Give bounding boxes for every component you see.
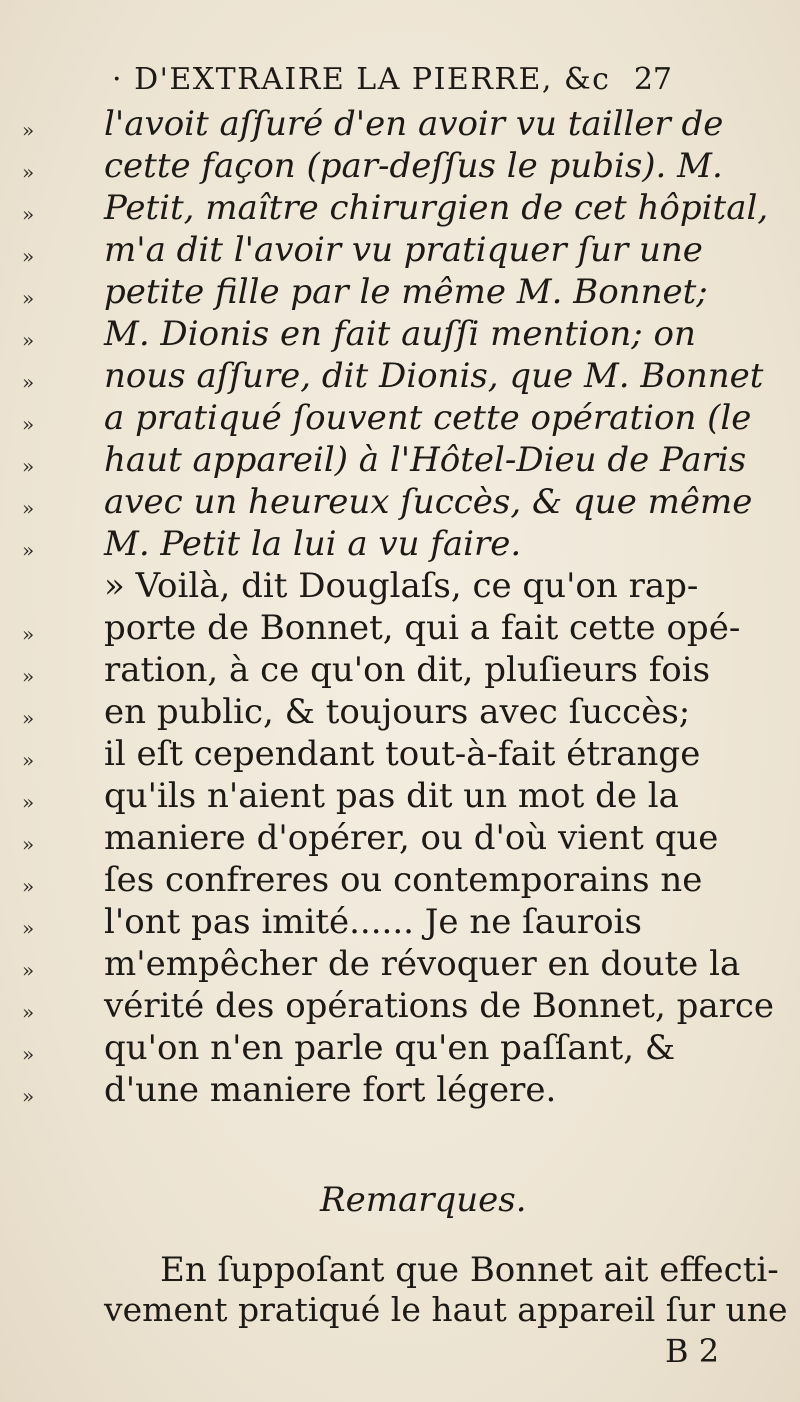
text-line xyxy=(0,944,800,984)
text-line xyxy=(0,650,800,690)
quote-mark: » xyxy=(22,538,35,562)
text-line xyxy=(0,818,800,858)
quote-mark: » xyxy=(22,496,35,520)
text-line-content: ſes confreres ou contemporains ne xyxy=(104,860,703,900)
text-line xyxy=(0,608,800,648)
text-line-content: cette façon (par-deſſus le pubis). M. xyxy=(104,146,723,186)
text-line-content: M. Petit la lui a vu faire. xyxy=(104,524,522,564)
quote-mark: » xyxy=(22,664,35,688)
paragraph-line: En ſuppoſant que Bonnet ait effecti- xyxy=(160,1250,779,1290)
quote-mark: » xyxy=(22,118,35,142)
quote-mark: » xyxy=(22,160,35,184)
paragraph-line: vement pratiqué le haut appareil ſur une xyxy=(104,1290,788,1329)
text-line xyxy=(0,734,800,774)
text-line xyxy=(0,776,800,816)
text-line xyxy=(0,566,800,606)
page-number: 27 xyxy=(633,62,672,97)
text-line xyxy=(0,860,800,900)
text-line-content: l'avoit aſſuré d'en avoir vu tailler de xyxy=(104,104,724,144)
text-line-content: Petit, maître chirurgien de cet hôpital, xyxy=(104,188,769,228)
text-line xyxy=(0,902,800,942)
text-line-content: m'empêcher de révoquer en doute la xyxy=(104,944,741,984)
quote-mark: » xyxy=(22,832,35,856)
text-line xyxy=(0,1070,800,1110)
text-line-content: m'a dit l'avoir vu pratiquer ſur une xyxy=(104,230,703,270)
text-line xyxy=(0,272,800,312)
text-line-content: qu'ils n'aient pas dit un mot de la xyxy=(104,776,679,816)
text-line-content: haut appareil) à l'Hôtel-Dieu de Paris xyxy=(104,440,747,480)
text-line-content: » Voilà, dit Douglaſs, ce qu'on rap- xyxy=(104,566,699,606)
text-line-content: nous aſſure, dit Dionis, que M. Bonnet xyxy=(104,356,764,396)
quote-mark: » xyxy=(22,202,35,226)
running-title: · D'EXTRAIRE LA PIERRE, &c xyxy=(112,62,611,97)
text-line xyxy=(0,230,800,270)
text-line-content: maniere d'opérer, ou d'où vient que xyxy=(104,818,719,858)
quote-mark: » xyxy=(22,328,35,352)
quote-mark: » xyxy=(22,1000,35,1024)
quote-mark: » xyxy=(22,958,35,982)
quote-mark: » xyxy=(22,370,35,394)
quote-mark: » xyxy=(22,916,35,940)
section-heading: Remarques. xyxy=(320,1180,527,1220)
quote-mark: » xyxy=(22,790,35,814)
text-line xyxy=(0,104,800,144)
text-line xyxy=(0,440,800,480)
quote-mark: » xyxy=(22,412,35,436)
text-line-content: M. Dionis en fait auſſi mention; on xyxy=(104,314,696,354)
text-line xyxy=(0,356,800,396)
quote-mark: » xyxy=(22,874,35,898)
text-line xyxy=(0,146,800,186)
text-line xyxy=(0,188,800,228)
quote-mark: » xyxy=(22,622,35,646)
quote-mark: » xyxy=(22,706,35,730)
quote-mark: » xyxy=(22,244,35,268)
text-line-content: avec un heureux ſuccès, & que même xyxy=(104,482,753,522)
text-line xyxy=(0,986,800,1026)
quote-mark: » xyxy=(22,1042,35,1066)
text-line xyxy=(0,482,800,522)
text-line xyxy=(0,524,800,564)
text-line-content: petite fille par le même M. Bonnet; xyxy=(104,272,708,312)
text-line xyxy=(0,398,800,438)
text-line-content: il eſt cependant tout-à-fait étrange xyxy=(104,734,701,774)
quote-mark: » xyxy=(22,748,35,772)
text-line-content: en public, & toujours avec ſuccès; xyxy=(104,692,691,732)
quote-mark: » xyxy=(22,286,35,310)
text-line-content: l'ont pas imité...... Je ne ſaurois xyxy=(104,902,642,942)
text-line-content: vérité des opérations de Bonnet, parce xyxy=(104,986,775,1026)
text-line xyxy=(0,1028,800,1068)
text-line-content: qu'on n'en parle qu'en paſſant, & xyxy=(104,1028,676,1068)
text-line xyxy=(0,692,800,732)
signature-mark: B 2 xyxy=(665,1332,720,1370)
page-header xyxy=(112,62,672,106)
text-line-content: a pratiqué ſouvent cette opération (le xyxy=(104,398,752,438)
text-line-content: ration, à ce qu'on dit, pluſieurs fois xyxy=(104,650,711,690)
text-line-content: d'une maniere fort légere. xyxy=(104,1070,557,1110)
quote-mark: » xyxy=(22,1084,35,1108)
text-line xyxy=(0,314,800,354)
text-line-content: porte de Bonnet, qui a fait cette opé- xyxy=(104,608,741,648)
quote-mark: » xyxy=(22,454,35,478)
